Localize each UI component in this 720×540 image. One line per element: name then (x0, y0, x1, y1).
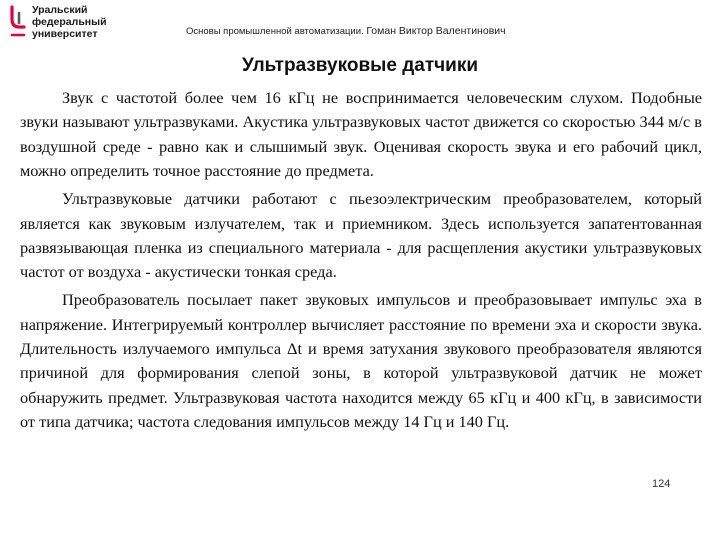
page-number: 124 (652, 478, 671, 490)
author-name: Гоман Виктор Валентинович (366, 25, 506, 37)
logo-line-2: федеральный (32, 16, 107, 28)
logo-line-3: университет (32, 28, 98, 40)
paragraph-2: Ультразвуковые датчики работают с пьезоэлектрическим преобразователем, который является как звуковым излучателем, так и приемником. Здесь используется запатентованная развязывающая пленка из специального материала - для расщепления акустики ультразвуковых частот от воздуха - акустически тонкая среда. (20, 189, 702, 282)
slide-title: Ультразвуковые датчики (241, 55, 479, 76)
paragraph-3: Преобразователь посылает пакет звуковых импульсов и преобразовывает импульс эха в напряжение. Интегрируемый контроллер вычисляет расстояние по времени эха и скорости звука. Длительность излучаемого импульса Δt и время затухания звукового преобразователя являются причиной для формирования слепой зоны, в которой ультразвуковой датчик не может обнаружить предмет. Ультразвуковая частота находится между 65 кГц и 400 кГц, в зависимости от типа датчика; частота следования импульсов между 14 Гц и 140 Гц. (20, 290, 702, 432)
paragraph-1: Звук с частотой более чем 16 кГц не воспринимается человеческим слухом. Подобные звуки называют ультразвуками. Акустика ультразвуковых частот движется со скоростью 344 м/с в воздушной среде - равно как и слышимый звук. Оценивая скорость звука и его рабочий цикл, можно определить точное расстояние до предмета. (20, 88, 702, 181)
slide-body (20, 86, 702, 438)
logo-line-1: Уральский (32, 4, 88, 16)
slide-header (186, 25, 506, 37)
logo-text (32, 4, 107, 40)
course-name: Основы промышленной автоматизации. (186, 26, 364, 37)
university-logo (10, 4, 120, 40)
ural-university-logo-mark (10, 5, 26, 41)
